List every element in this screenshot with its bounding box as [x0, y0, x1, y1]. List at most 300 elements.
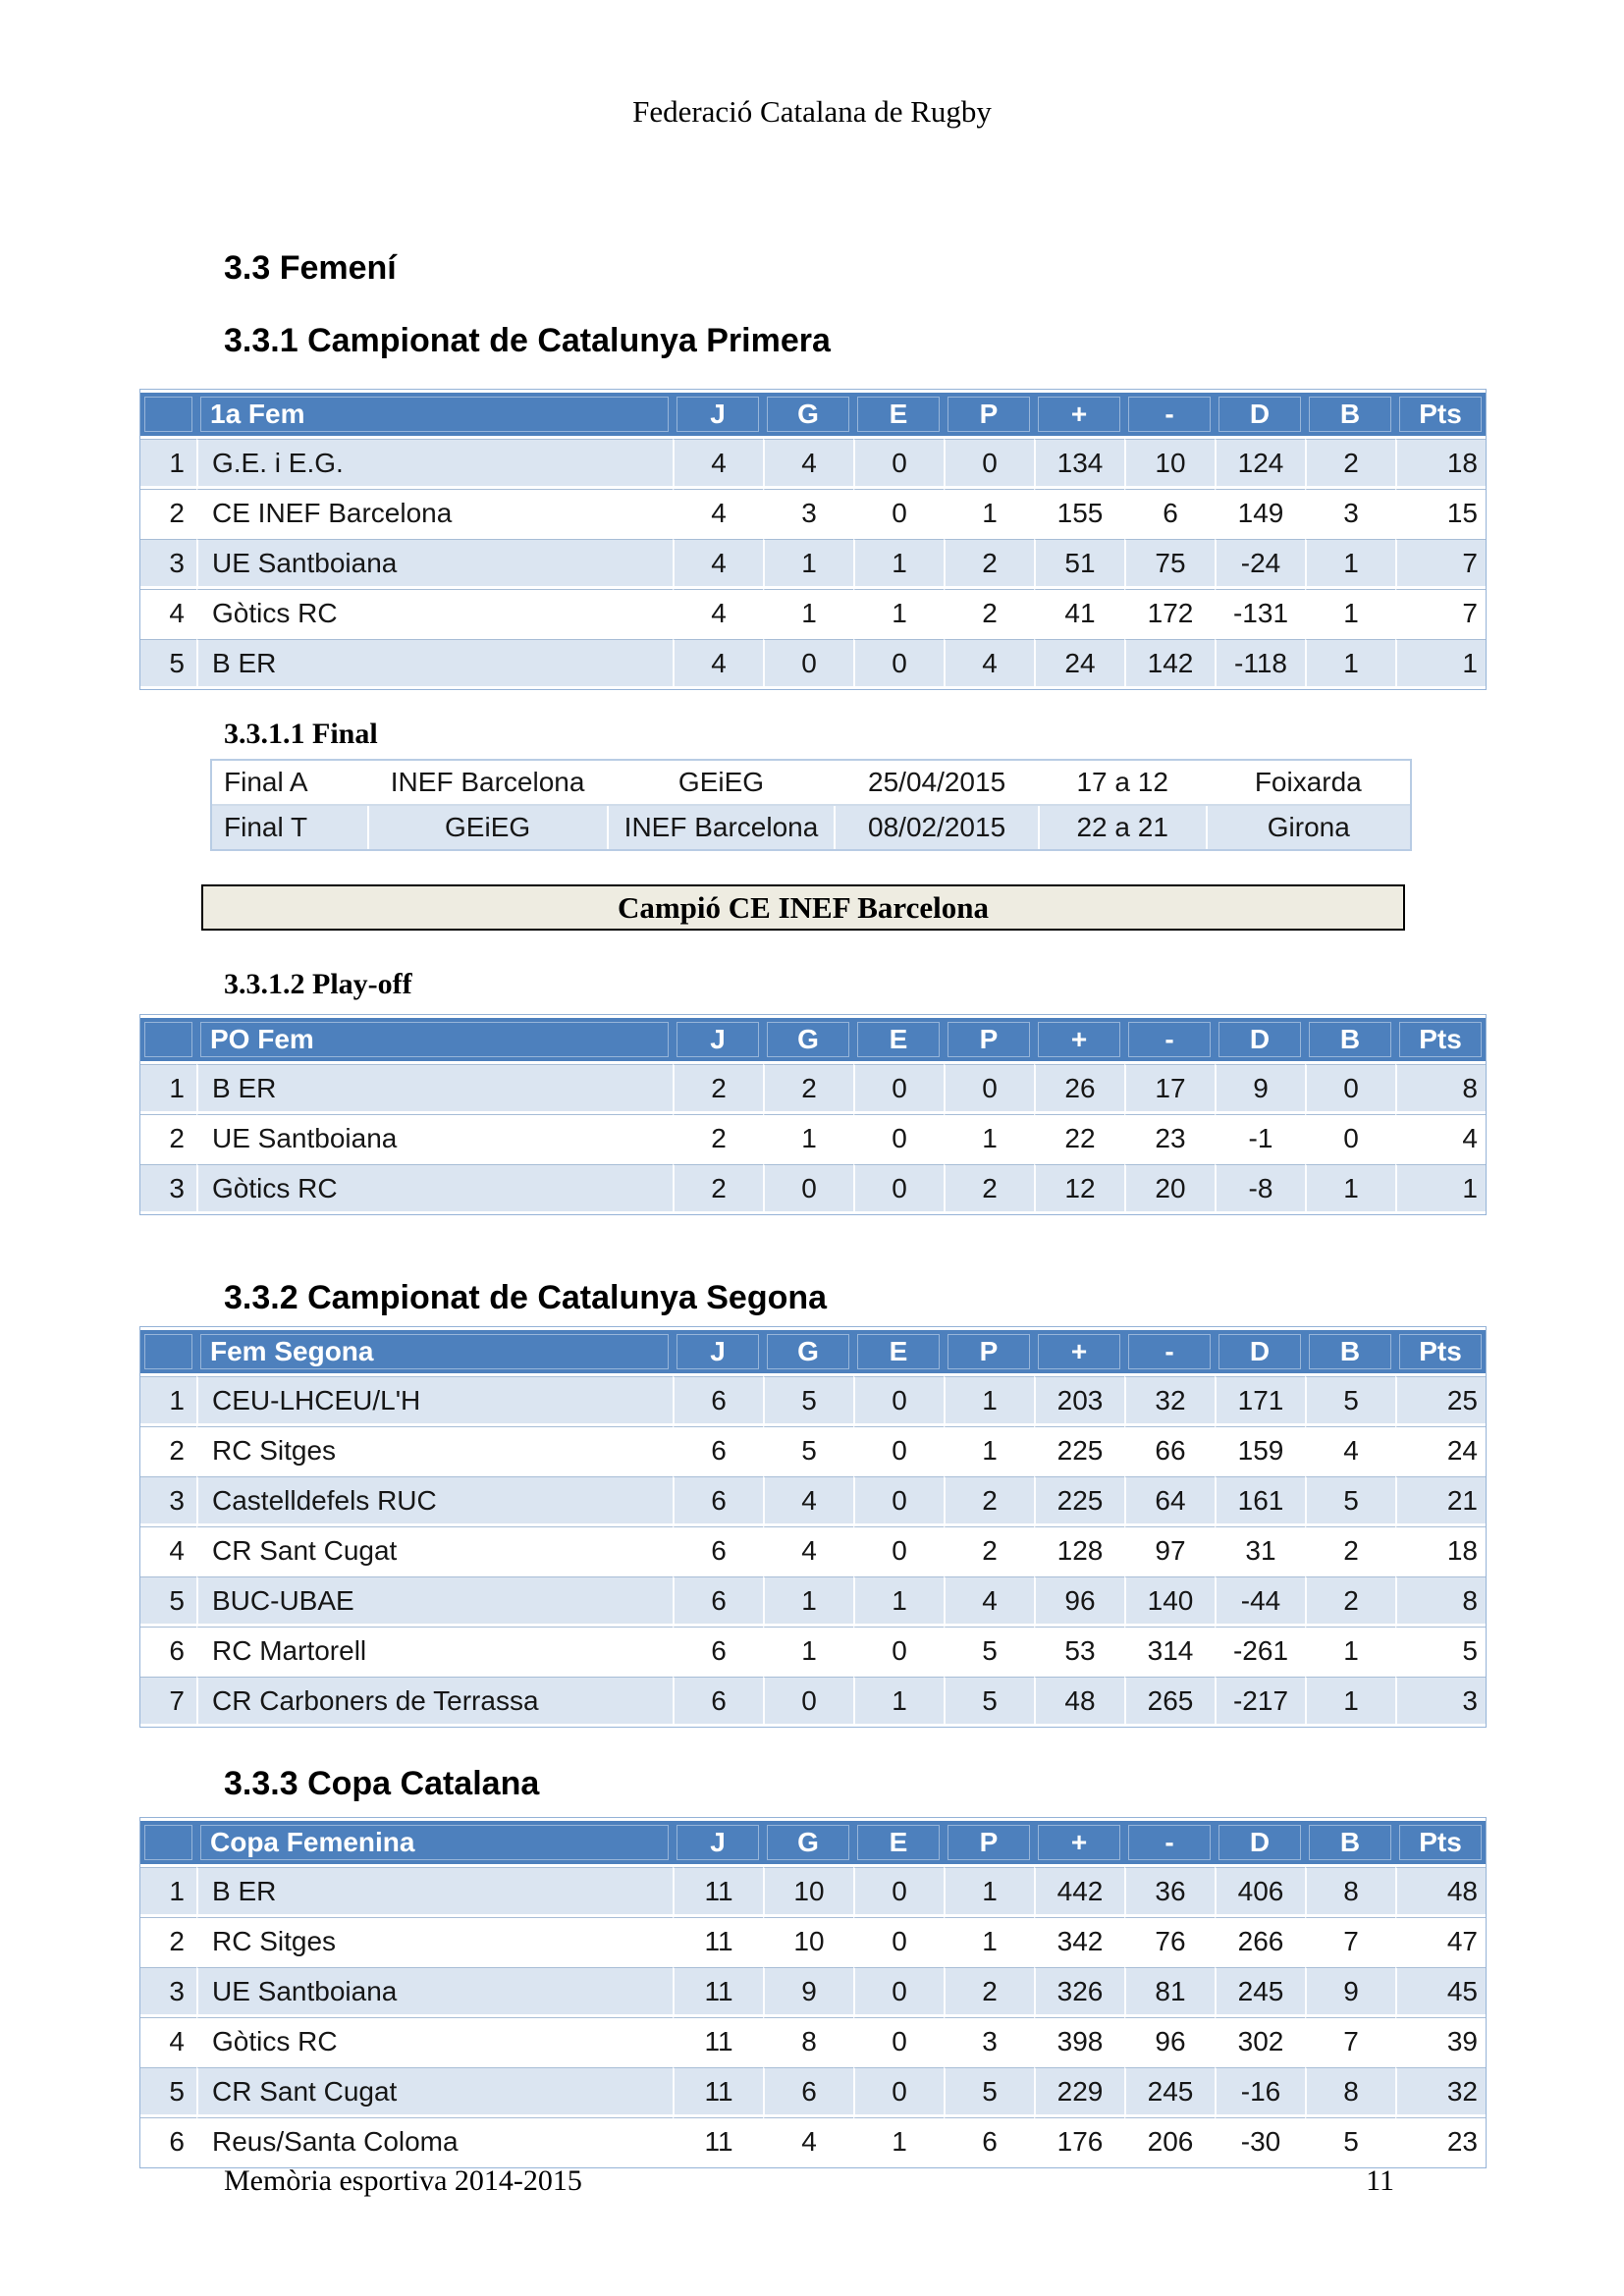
table-header-row: [140, 393, 1486, 436]
stat-cell-+: 442: [1034, 1867, 1124, 1914]
stat-cell-+: 342: [1034, 1917, 1124, 1964]
table-header-row: [140, 1018, 1486, 1061]
team-name-cell: B ER: [196, 1064, 673, 1111]
stat-header-D: D: [1215, 1821, 1305, 1864]
stat-cell-+: 229: [1034, 2067, 1124, 2114]
stat-cell--: 20: [1124, 1164, 1215, 1211]
stat-cell-G: 1: [763, 1576, 853, 1624]
table-body: [140, 1376, 1486, 1724]
stat-cell-B: 5: [1305, 1476, 1395, 1523]
stat-cell-J: 2: [673, 1064, 763, 1111]
final-matches-table: [210, 759, 1412, 851]
stat-cell-+: 53: [1034, 1627, 1124, 1674]
stat-cell-G: 1: [763, 589, 853, 636]
stat-cell-Pts: 45: [1395, 1967, 1486, 2014]
stat-cell-E: 0: [853, 2067, 944, 2114]
stat-cell-J: 6: [673, 1426, 763, 1473]
rank-cell: 1: [140, 1867, 196, 1914]
stat-header-D: D: [1215, 1018, 1305, 1061]
team-name-cell: UE Santboiana: [196, 539, 673, 586]
rank-header-cell: [140, 393, 196, 436]
stat-cell--: 142: [1124, 639, 1215, 686]
away-team-cell: GEiEG: [608, 761, 836, 805]
stat-cell-B: 1: [1305, 1627, 1395, 1674]
stat-header-G: G: [763, 1821, 853, 1864]
stat-cell-J: 6: [673, 1376, 763, 1423]
rank-cell: 1: [140, 1064, 196, 1111]
stat-cell-G: 4: [763, 1526, 853, 1574]
stat-header-E: E: [853, 393, 944, 436]
section-heading-final: 3.3.1.1 Final: [224, 718, 378, 750]
stat-cell-J: 6: [673, 1576, 763, 1624]
stat-cell-G: 0: [763, 1164, 853, 1211]
footer-text: Memòria esportiva 2014-2015: [224, 2164, 582, 2197]
table-row: [140, 1526, 1486, 1574]
stat-header-P: P: [944, 1018, 1034, 1061]
table-row: [140, 589, 1486, 636]
team-name-cell: RC Sitges: [196, 1917, 673, 1964]
stat-cell-P: 5: [944, 1677, 1034, 1724]
stat-cell--: 172: [1124, 589, 1215, 636]
stat-cell-P: 5: [944, 2067, 1034, 2114]
home-team-cell: GEiEG: [368, 805, 608, 849]
rank-cell: 4: [140, 589, 196, 636]
stat-header-Pts: Pts: [1395, 1330, 1486, 1373]
stat-cell-J: 6: [673, 1526, 763, 1574]
stat-cell-G: 9: [763, 1967, 853, 2014]
stat-cell-D: -30: [1215, 2117, 1305, 2164]
stat-cell--: 245: [1124, 2067, 1215, 2114]
stat-cell-B: 8: [1305, 2067, 1395, 2114]
rank-cell: 3: [140, 539, 196, 586]
table-row: [140, 1627, 1486, 1674]
stat-cell-E: 0: [853, 639, 944, 686]
stat-cell-E: 0: [853, 1376, 944, 1423]
stat-header-B: B: [1305, 1018, 1395, 1061]
rank-cell: 7: [140, 1677, 196, 1724]
stat-header-P: P: [944, 1821, 1034, 1864]
stat-cell-E: 0: [853, 1476, 944, 1523]
stat-cell-B: 5: [1305, 2117, 1395, 2164]
stat-header-Pts: Pts: [1395, 1018, 1486, 1061]
stat-cell-P: 0: [944, 439, 1034, 486]
stat-cell-J: 4: [673, 639, 763, 686]
stat-header-G: G: [763, 393, 853, 436]
stat-cell-J: 4: [673, 589, 763, 636]
stat-cell-D: -131: [1215, 589, 1305, 636]
stat-cell--: 32: [1124, 1376, 1215, 1423]
team-name-cell: UE Santboiana: [196, 1967, 673, 2014]
stat-cell-Pts: 24: [1395, 1426, 1486, 1473]
stat-cell-J: 11: [673, 2067, 763, 2114]
match-label-cell: Final A: [212, 761, 368, 805]
stat-header-+: +: [1034, 1330, 1124, 1373]
stat-cell--: 81: [1124, 1967, 1215, 2014]
stat-cell-D: 266: [1215, 1917, 1305, 1964]
stat-cell-B: 1: [1305, 589, 1395, 636]
stat-cell-G: 5: [763, 1426, 853, 1473]
stat-cell-+: 96: [1034, 1576, 1124, 1624]
stat-header-D: D: [1215, 1330, 1305, 1373]
stat-cell-Pts: 47: [1395, 1917, 1486, 1964]
stat-cell-D: 124: [1215, 439, 1305, 486]
footer-page-number: 11: [1366, 2164, 1394, 2197]
final-table: [212, 761, 1410, 849]
rank-cell: 4: [140, 1526, 196, 1574]
stat-cell-E: 0: [853, 1867, 944, 1914]
stat-header-P: P: [944, 393, 1034, 436]
stat-cell-D: 161: [1215, 1476, 1305, 1523]
stat-header-J: J: [673, 393, 763, 436]
section-heading-femeni: 3.3 Femení: [224, 249, 397, 287]
stat-cell-D: -118: [1215, 639, 1305, 686]
team-name-cell: B ER: [196, 639, 673, 686]
stat-cell-D: 149: [1215, 489, 1305, 536]
stat-cell-B: 3: [1305, 489, 1395, 536]
stat-cell-D: -24: [1215, 539, 1305, 586]
stat-cell--: 10: [1124, 439, 1215, 486]
stat-cell-Pts: 3: [1395, 1677, 1486, 1724]
match-venue-cell: Foixarda: [1207, 761, 1410, 805]
stat-cell-P: 3: [944, 2017, 1034, 2064]
stat-header-+: +: [1034, 1821, 1124, 1864]
stat-cell-D: 159: [1215, 1426, 1305, 1473]
stat-header-P: P: [944, 1330, 1034, 1373]
stat-cell--: 64: [1124, 1476, 1215, 1523]
table-header: [140, 1821, 1486, 1864]
stat-cell-Pts: 1: [1395, 639, 1486, 686]
stat-cell-Pts: 18: [1395, 1526, 1486, 1574]
stat-cell--: 96: [1124, 2017, 1215, 2064]
stat-header-B: B: [1305, 1821, 1395, 1864]
stat-cell-+: 41: [1034, 589, 1124, 636]
stat-header--: -: [1124, 1821, 1215, 1864]
table-row: [140, 1114, 1486, 1161]
stat-cell-Pts: 8: [1395, 1576, 1486, 1624]
team-name-cell: CR Sant Cugat: [196, 1526, 673, 1574]
team-name-cell: B ER: [196, 1867, 673, 1914]
stat-cell--: 97: [1124, 1526, 1215, 1574]
stat-cell--: 23: [1124, 1114, 1215, 1161]
section-heading-segona: 3.3.2 Campionat de Catalunya Segona: [224, 1279, 828, 1316]
rank-header-cell: [140, 1821, 196, 1864]
stat-cell-B: 1: [1305, 539, 1395, 586]
stat-header-+: +: [1034, 393, 1124, 436]
stat-header-J: J: [673, 1018, 763, 1061]
stat-cell-+: 22: [1034, 1114, 1124, 1161]
rank-cell: 3: [140, 1164, 196, 1211]
team-name-cell: CE INEF Barcelona: [196, 489, 673, 536]
final-match-row: [212, 761, 1410, 805]
stat-cell-+: 48: [1034, 1677, 1124, 1724]
stat-cell-P: 2: [944, 539, 1034, 586]
table-row: [140, 1576, 1486, 1624]
stat-cell-G: 1: [763, 1114, 853, 1161]
table-row: [140, 639, 1486, 686]
stat-header-J: J: [673, 1821, 763, 1864]
stat-cell-P: 2: [944, 1526, 1034, 1574]
stat-cell-G: 5: [763, 1376, 853, 1423]
stat-cell-+: 134: [1034, 439, 1124, 486]
stat-cell-J: 11: [673, 2117, 763, 2164]
stat-cell-J: 2: [673, 1164, 763, 1211]
stat-cell-+: 203: [1034, 1376, 1124, 1423]
league-table-playoff: [139, 1014, 1487, 1215]
stat-cell-P: 2: [944, 1967, 1034, 2014]
standings-table: [140, 1015, 1486, 1214]
final-match-row: [212, 805, 1410, 849]
stat-header--: -: [1124, 1018, 1215, 1061]
table-header: [140, 1018, 1486, 1061]
rank-cell: 3: [140, 1967, 196, 2014]
team-name-cell: RC Sitges: [196, 1426, 673, 1473]
team-name-cell: Castelldefels RUC: [196, 1476, 673, 1523]
table-row: [140, 1164, 1486, 1211]
table-row: [140, 539, 1486, 586]
stat-cell-Pts: 18: [1395, 439, 1486, 486]
stat-cell-B: 7: [1305, 1917, 1395, 1964]
stat-cell-B: 2: [1305, 439, 1395, 486]
stat-header-E: E: [853, 1821, 944, 1864]
rank-cell: 2: [140, 489, 196, 536]
stat-cell-Pts: 39: [1395, 2017, 1486, 2064]
stat-cell-D: -8: [1215, 1164, 1305, 1211]
stat-cell-D: 245: [1215, 1967, 1305, 2014]
stat-cell-E: 0: [853, 1164, 944, 1211]
stat-cell-B: 5: [1305, 1376, 1395, 1423]
stat-cell-P: 4: [944, 1576, 1034, 1624]
stat-header-D: D: [1215, 393, 1305, 436]
stat-header-E: E: [853, 1018, 944, 1061]
table-header-row: [140, 1821, 1486, 1864]
table-body: [140, 1064, 1486, 1211]
stat-header-B: B: [1305, 393, 1395, 436]
table-row: [140, 2117, 1486, 2164]
stat-cell--: 17: [1124, 1064, 1215, 1111]
stat-cell-Pts: 4: [1395, 1114, 1486, 1161]
stat-header-Pts: Pts: [1395, 1821, 1486, 1864]
stat-cell-J: 6: [673, 1627, 763, 1674]
stat-cell-+: 326: [1034, 1967, 1124, 2014]
competition-label-cell: PO Fem: [196, 1018, 673, 1061]
team-name-cell: Gòtics RC: [196, 589, 673, 636]
stat-header-G: G: [763, 1330, 853, 1373]
stat-cell-G: 1: [763, 539, 853, 586]
rank-cell: 2: [140, 1917, 196, 1964]
stat-header--: -: [1124, 393, 1215, 436]
stat-cell-Pts: 23: [1395, 2117, 1486, 2164]
stat-cell-+: 155: [1034, 489, 1124, 536]
rank-cell: 2: [140, 1426, 196, 1473]
stat-cell--: 314: [1124, 1627, 1215, 1674]
rank-cell: 5: [140, 2067, 196, 2114]
table-row: [140, 2017, 1486, 2064]
rank-cell: 5: [140, 1576, 196, 1624]
match-venue-cell: Girona: [1207, 805, 1410, 849]
stat-cell-J: 6: [673, 1677, 763, 1724]
table-row: [140, 1917, 1486, 1964]
rank-cell: 1: [140, 1376, 196, 1423]
stat-cell-Pts: 7: [1395, 589, 1486, 636]
stat-cell-B: 4: [1305, 1426, 1395, 1473]
section-heading-playoff: 3.3.1.2 Play-off: [224, 968, 412, 1000]
stat-cell-Pts: 32: [1395, 2067, 1486, 2114]
stat-cell-+: 51: [1034, 539, 1124, 586]
rank-header-cell: [140, 1018, 196, 1061]
match-date-cell: 25/04/2015: [835, 761, 1038, 805]
stat-cell-J: 2: [673, 1114, 763, 1161]
stat-cell--: 6: [1124, 489, 1215, 536]
competition-label-cell: 1a Fem: [196, 393, 673, 436]
stat-cell-P: 1: [944, 489, 1034, 536]
team-name-cell: CEU-LHCEU/L'H: [196, 1376, 673, 1423]
stat-cell-E: 0: [853, 1064, 944, 1111]
rank-cell: 1: [140, 439, 196, 486]
stat-cell-E: 0: [853, 1114, 944, 1161]
stat-cell-E: 0: [853, 489, 944, 536]
stat-cell-J: 11: [673, 1867, 763, 1914]
table-header: [140, 1330, 1486, 1373]
stat-cell-G: 8: [763, 2017, 853, 2064]
stat-cell-J: 6: [673, 1476, 763, 1523]
stat-cell-G: 1: [763, 1627, 853, 1674]
stat-cell-E: 1: [853, 589, 944, 636]
match-date-cell: 08/02/2015: [835, 805, 1038, 849]
stat-cell-D: 171: [1215, 1376, 1305, 1423]
stat-cell-J: 4: [673, 539, 763, 586]
stat-cell-E: 0: [853, 1967, 944, 2014]
section-heading-primera: 3.3.1 Campionat de Catalunya Primera: [224, 322, 831, 359]
stat-cell-+: 176: [1034, 2117, 1124, 2164]
stat-cell-+: 398: [1034, 2017, 1124, 2064]
stat-cell-E: 1: [853, 1677, 944, 1724]
table-row: [140, 439, 1486, 486]
team-name-cell: G.E. i E.G.: [196, 439, 673, 486]
table-row: [140, 1376, 1486, 1423]
rank-cell: 5: [140, 639, 196, 686]
competition-label-cell: Fem Segona: [196, 1330, 673, 1373]
stat-cell-Pts: 1: [1395, 1164, 1486, 1211]
table-row: [140, 1967, 1486, 2014]
stat-cell-B: 0: [1305, 1114, 1395, 1161]
league-table-primera: [139, 389, 1487, 690]
stat-cell-E: 0: [853, 1627, 944, 1674]
match-score-cell: 22 a 21: [1039, 805, 1207, 849]
team-name-cell: Gòtics RC: [196, 1164, 673, 1211]
stat-cell-+: 26: [1034, 1064, 1124, 1111]
document-header-title: Federació Catalana de Rugby: [632, 94, 992, 129]
team-name-cell: CR Sant Cugat: [196, 2067, 673, 2114]
stat-cell-B: 9: [1305, 1967, 1395, 2014]
stat-cell-G: 6: [763, 2067, 853, 2114]
stat-cell-B: 2: [1305, 1526, 1395, 1574]
stat-cell-P: 5: [944, 1627, 1034, 1674]
match-score-cell: 17 a 12: [1039, 761, 1207, 805]
stat-cell-B: 2: [1305, 1576, 1395, 1624]
stat-cell-Pts: 21: [1395, 1476, 1486, 1523]
table-row: [140, 489, 1486, 536]
champion-banner: Campió CE INEF Barcelona: [201, 884, 1405, 931]
stat-cell-E: 0: [853, 1426, 944, 1473]
stat-cell-P: 2: [944, 1164, 1034, 1211]
stat-cell-Pts: 7: [1395, 539, 1486, 586]
stat-cell--: 140: [1124, 1576, 1215, 1624]
stat-header-G: G: [763, 1018, 853, 1061]
stat-cell--: 75: [1124, 539, 1215, 586]
stat-cell-B: 0: [1305, 1064, 1395, 1111]
stat-header-+: +: [1034, 1018, 1124, 1061]
stat-cell--: 76: [1124, 1917, 1215, 1964]
stat-cell-P: 6: [944, 2117, 1034, 2164]
stat-cell-E: 1: [853, 2117, 944, 2164]
stat-cell-Pts: 5: [1395, 1627, 1486, 1674]
stat-cell-+: 24: [1034, 639, 1124, 686]
stat-cell-D: -16: [1215, 2067, 1305, 2114]
table-header-row: [140, 1330, 1486, 1373]
stat-cell-D: -217: [1215, 1677, 1305, 1724]
stat-cell-G: 4: [763, 1476, 853, 1523]
stat-cell-J: 11: [673, 1967, 763, 2014]
standings-table: [140, 1818, 1486, 2167]
stat-cell-E: 1: [853, 539, 944, 586]
stat-header-E: E: [853, 1330, 944, 1373]
stat-cell-Pts: 15: [1395, 489, 1486, 536]
stat-cell-B: 1: [1305, 1677, 1395, 1724]
stat-cell-Pts: 8: [1395, 1064, 1486, 1111]
stat-cell-D: -44: [1215, 1576, 1305, 1624]
rank-header-cell: [140, 1330, 196, 1373]
stat-cell-+: 225: [1034, 1476, 1124, 1523]
stat-cell--: 265: [1124, 1677, 1215, 1724]
table-row: [140, 1867, 1486, 1914]
stat-cell-D: -1: [1215, 1114, 1305, 1161]
stat-cell-G: 10: [763, 1867, 853, 1914]
stat-cell-G: 4: [763, 2117, 853, 2164]
stat-cell--: 66: [1124, 1426, 1215, 1473]
table-row: [140, 2067, 1486, 2114]
stat-cell-J: 4: [673, 439, 763, 486]
stat-cell-P: 0: [944, 1064, 1034, 1111]
table-header: [140, 393, 1486, 436]
rank-cell: 4: [140, 2017, 196, 2064]
stat-cell-E: 0: [853, 2017, 944, 2064]
rank-cell: 3: [140, 1476, 196, 1523]
stat-cell-E: 1: [853, 1576, 944, 1624]
stat-cell-E: 0: [853, 1917, 944, 1964]
stat-cell-E: 0: [853, 1526, 944, 1574]
stat-cell-J: 11: [673, 1917, 763, 1964]
stat-cell-D: 302: [1215, 2017, 1305, 2064]
stat-cell-P: 2: [944, 589, 1034, 636]
rank-cell: 6: [140, 1627, 196, 1674]
stat-cell-P: 1: [944, 1867, 1034, 1914]
stat-header-J: J: [673, 1330, 763, 1373]
team-name-cell: Gòtics RC: [196, 2017, 673, 2064]
stat-cell-G: 10: [763, 1917, 853, 1964]
league-table-segona: [139, 1326, 1487, 1728]
stat-cell--: 36: [1124, 1867, 1215, 1914]
rank-cell: 2: [140, 1114, 196, 1161]
stat-cell-G: 2: [763, 1064, 853, 1111]
stat-cell-P: 2: [944, 1476, 1034, 1523]
stat-cell-+: 225: [1034, 1426, 1124, 1473]
stat-cell-B: 1: [1305, 1164, 1395, 1211]
away-team-cell: INEF Barcelona: [608, 805, 836, 849]
stat-cell-P: 1: [944, 1426, 1034, 1473]
stat-header-B: B: [1305, 1330, 1395, 1373]
team-name-cell: RC Martorell: [196, 1627, 673, 1674]
table-body: [140, 439, 1486, 686]
